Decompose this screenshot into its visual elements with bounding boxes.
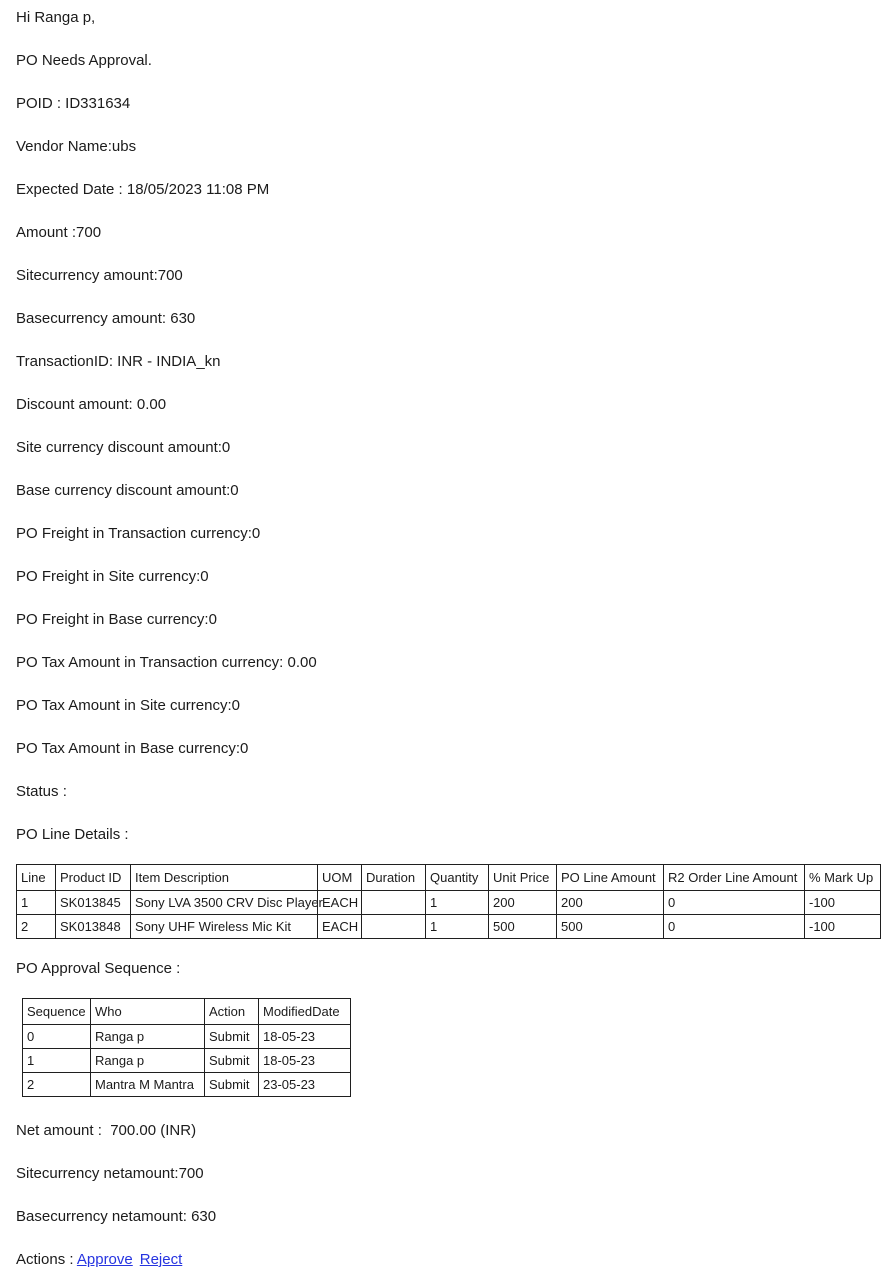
table-cell: 500 — [557, 915, 664, 939]
paragraph-line: Vendor Name:ubs — [16, 138, 137, 155]
column-header: Sequence — [23, 999, 91, 1025]
column-header: R2 Order Line Amount — [664, 865, 805, 891]
table-cell: 200 — [557, 891, 664, 915]
table-cell: Sony LVA 3500 CRV Disc Player — [131, 891, 318, 915]
table-cell: 18-05-23 — [259, 1049, 351, 1073]
column-header: Product ID — [56, 865, 131, 891]
email-body-text — [16, 10, 784, 800]
table-cell: Sony UHF Wireless Mic Kit — [131, 915, 318, 939]
column-header: Quantity — [426, 865, 489, 891]
paragraph-line: Hi Ranga p, — [16, 9, 96, 26]
column-header: Item Description — [131, 865, 318, 891]
column-header: PO Line Amount — [557, 865, 664, 891]
table-cell: 23-05-23 — [259, 1073, 351, 1097]
table-row — [17, 891, 881, 915]
summary-line: Net amount : 700.00 (INR) — [16, 1122, 197, 1139]
table-cell: 0 — [664, 891, 805, 915]
table-cell: 1 — [17, 891, 56, 915]
column-header: Duration — [362, 865, 426, 891]
column-header: UOM — [318, 865, 362, 891]
po-approval-sequence-header — [23, 999, 351, 1025]
paragraph-line: PO Tax Amount in Base currency:0 — [16, 740, 249, 757]
paragraph-line: Site currency discount amount:0 — [16, 439, 231, 456]
paragraph-line: PO Tax Amount in Transaction currency: 0.00 — [16, 654, 317, 671]
column-header: Action — [205, 999, 259, 1025]
table-cell: 1 — [426, 891, 489, 915]
table-cell: EACH — [318, 915, 362, 939]
summary-text — [16, 1123, 784, 1225]
table-cell: 2 — [17, 915, 56, 939]
po-approval-sequence-table — [22, 998, 351, 1097]
actions-label: Actions : — [16, 1251, 77, 1268]
reject-link[interactable]: Reject — [139, 1251, 183, 1268]
table-cell: Submit — [205, 1025, 259, 1049]
table-row — [23, 1049, 351, 1073]
table-cell: 500 — [489, 915, 557, 939]
table-cell: 200 — [489, 891, 557, 915]
table-cell: 2 — [23, 1073, 91, 1097]
paragraph-line: Status : — [16, 783, 67, 800]
table-cell: Ranga p — [91, 1025, 205, 1049]
paragraph-line: PO Needs Approval. — [16, 52, 152, 69]
paragraph-line: Expected Date : 18/05/2023 11:08 PM — [16, 181, 270, 198]
paragraph-line: PO Freight in Site currency:0 — [16, 568, 209, 585]
po-line-details-body — [17, 891, 881, 939]
column-header: Who — [91, 999, 205, 1025]
paragraph-line: PO Freight in Base currency:0 — [16, 611, 217, 628]
table-row — [23, 1073, 351, 1097]
table-row — [23, 1025, 351, 1049]
paragraph-line: TransactionID: INR - INDIA_kn — [16, 353, 221, 370]
paragraph-line: PO Tax Amount in Site currency:0 — [16, 697, 240, 714]
column-header: % Mark Up — [805, 865, 881, 891]
paragraph-line: Base currency discount amount:0 — [16, 482, 239, 499]
table-header-row — [23, 999, 351, 1025]
table-cell: -100 — [805, 915, 881, 939]
table-cell: 0 — [23, 1025, 91, 1049]
paragraph-line: PO Freight in Transaction currency:0 — [16, 525, 261, 542]
table-cell: -100 — [805, 891, 881, 915]
table-cell: Ranga p — [91, 1049, 205, 1073]
table-cell: 0 — [664, 915, 805, 939]
column-header: Unit Price — [489, 865, 557, 891]
po-line-details-header — [17, 865, 881, 891]
po-approval-sequence-body — [23, 1025, 351, 1097]
paragraph-line: Discount amount: 0.00 — [16, 396, 167, 413]
table-cell: Mantra M Mantra — [91, 1073, 205, 1097]
table-cell: SK013845 — [56, 891, 131, 915]
column-header: ModifiedDate — [259, 999, 351, 1025]
paragraph-line: Amount :700 — [16, 224, 102, 241]
table-cell: Submit — [205, 1049, 259, 1073]
table-cell: Submit — [205, 1073, 259, 1097]
table-header-row — [17, 865, 881, 891]
column-header: Line — [17, 865, 56, 891]
table-cell: 1 — [426, 915, 489, 939]
table-cell — [362, 891, 426, 915]
paragraph-line: Sitecurrency amount:700 — [16, 267, 183, 284]
approve-link[interactable]: Approve — [76, 1251, 133, 1268]
summary-line: Sitecurrency netamount:700 — [16, 1165, 204, 1182]
table-cell — [362, 915, 426, 939]
line-details-title: PO Line Details : — [16, 826, 129, 843]
actions-row — [16, 1252, 784, 1268]
table-cell: SK013848 — [56, 915, 131, 939]
po-line-details-table — [16, 864, 881, 939]
table-cell: EACH — [318, 891, 362, 915]
table-row — [17, 915, 881, 939]
approval-sequence-title: PO Approval Sequence : — [16, 960, 181, 977]
paragraph-line: Basecurrency amount: 630 — [16, 310, 196, 327]
table-cell: 18-05-23 — [259, 1025, 351, 1049]
summary-line: Basecurrency netamount: 630 — [16, 1208, 217, 1225]
paragraph-line: POID : ID331634 — [16, 95, 131, 112]
table-cell: 1 — [23, 1049, 91, 1073]
